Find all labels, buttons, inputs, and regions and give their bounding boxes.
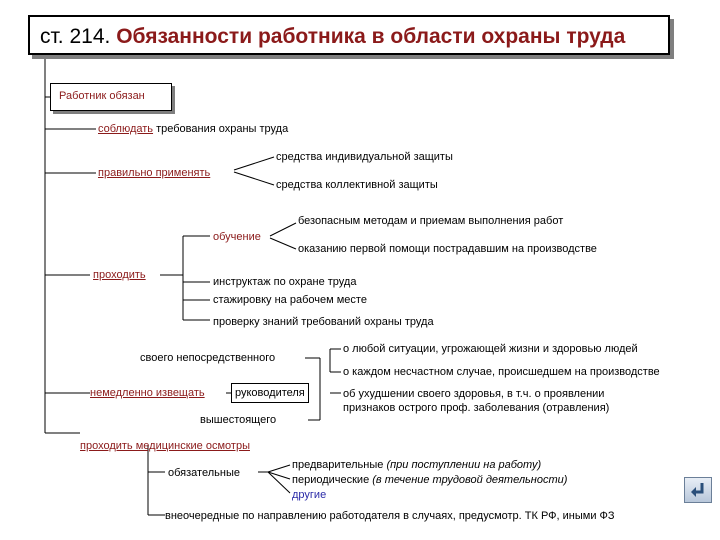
undergo-item-knowledge-check: проверку знаний требований охраны труда	[213, 316, 434, 328]
notify-item-health-1: об ухудшении своего здоровья, в т.ч. о проявлении	[343, 388, 605, 400]
notify-superior-label: вышестоящего	[200, 414, 277, 426]
duty-observe-object: требования охраны труда	[156, 123, 289, 135]
medical-mandatory-label: обязательные	[168, 467, 240, 479]
return-button[interactable]	[684, 477, 712, 503]
duty-medical-verb: проходить медицинские осмотры	[80, 440, 250, 452]
subject-box	[50, 83, 172, 111]
notify-whom-box	[231, 383, 309, 403]
notify-whom-label: руководителя	[235, 387, 305, 399]
notify-item-accident: о каждом несчастном случае, происшедшем на производстве	[343, 366, 660, 378]
notify-direct-label: своего непосредственного	[140, 352, 276, 364]
notify-item-health-2: признаков острого проф. заболевания (отравления)	[343, 402, 610, 414]
undergo-item-internship: стажировку на рабочем месте	[213, 294, 367, 306]
duty-undergo-verb: проходить	[93, 269, 146, 281]
duty-notify-verb: немедленно извещать	[90, 387, 205, 399]
duty-apply-verb: правильно применять	[98, 167, 211, 179]
medical-extraordinary: внеочередные по направлению работодателя в случаях, предусмотр. ТК РФ, иными ФЗ	[165, 510, 615, 522]
duty-observe-verb: соблюдать	[98, 123, 154, 135]
training-item-methods: безопасным методам и приемам выполнения работ	[298, 215, 564, 227]
article-title: Обязанности работника в области охраны труда	[116, 25, 626, 48]
apply-item-collective: средства коллективной защиты	[276, 179, 438, 191]
return-arrow-icon	[685, 478, 711, 502]
apply-item-individual: средства индивидуальной защиты	[276, 151, 453, 163]
medical-periodic-text: периодические	[292, 474, 370, 486]
title-box	[28, 15, 670, 55]
medical-periodic-note: (в течение трудовой деятельности)	[372, 474, 568, 486]
training-label: обучение	[213, 231, 261, 243]
medical-other: другие	[292, 489, 327, 501]
undergo-item-briefing: инструктаж по охране труда	[213, 276, 357, 288]
medical-preliminary	[292, 458, 541, 472]
medical-preliminary-text: предварительные	[292, 459, 384, 471]
page-title	[40, 25, 625, 49]
article-number: ст. 214.	[40, 25, 111, 48]
duty-observe	[98, 122, 288, 136]
subject-label: Работник обязан	[59, 90, 145, 102]
medical-preliminary-note: (при поступлении на работу)	[386, 459, 542, 471]
training-item-first-aid: оказанию первой помощи пострадавшим на производстве	[298, 243, 597, 255]
medical-periodic	[292, 473, 567, 487]
notify-item-danger: о любой ситуации, угрожающей жизни и здоровью людей	[343, 343, 638, 355]
